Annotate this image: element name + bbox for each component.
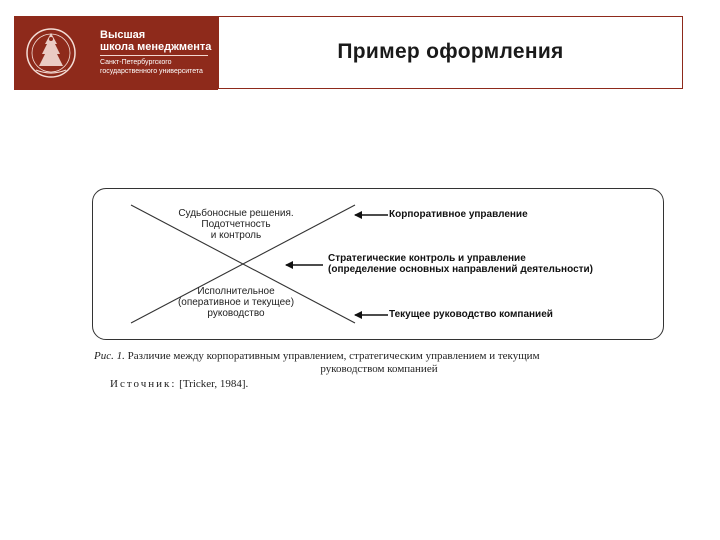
logo-subtitle-line: Санкт-Петербургского	[100, 59, 172, 66]
logo-divider	[100, 55, 208, 56]
label-strategic-control	[328, 253, 593, 275]
diagram-top-line: Подотчетность	[201, 219, 271, 230]
source-label: Источник:	[110, 378, 177, 390]
diagram-bottom-text	[161, 286, 311, 319]
source-reference: [Tricker, 1984].	[179, 378, 249, 390]
logo-subtitle	[100, 58, 203, 76]
diagram-bottom-line: (оперативное и текущее)	[177, 297, 295, 308]
diagram-top-line: Судьбоносные решения.	[178, 208, 294, 219]
label-line: (определение основных направлений деятельности)	[328, 264, 593, 275]
label-line: Стратегические контроль и управление	[328, 253, 526, 264]
diagram-figure	[92, 188, 664, 340]
logo-block	[14, 16, 218, 90]
caption-text-continued: руководством компанией	[320, 363, 438, 375]
caption-number: Рис. 1.	[94, 350, 125, 362]
figure-source	[110, 378, 248, 390]
title-box	[218, 16, 683, 89]
diagram-top-line: и контроль	[210, 230, 262, 241]
logo-title-line: Высшая	[100, 29, 146, 41]
label-corporate-governance	[389, 209, 528, 220]
logo-subtitle-line: государственного университета	[100, 68, 203, 75]
diagram-top-text	[161, 208, 311, 241]
figure-caption	[94, 350, 664, 362]
logo-title-line: школа менеджмента	[100, 41, 212, 53]
logo-title	[100, 29, 211, 53]
label-line: Текущее руководство компанией	[389, 309, 553, 320]
diagram-bottom-line: Исполнительное	[197, 286, 275, 297]
label-line: Корпоративное управление	[389, 209, 528, 220]
diagram-bottom-line: руководство	[207, 308, 265, 319]
caption-text: Различие между корпоративным управлением, стратегическим управлением и текущим	[127, 350, 540, 362]
page-title: Пример оформления	[337, 40, 564, 63]
university-emblem-icon	[22, 24, 80, 82]
label-current-management	[389, 309, 553, 320]
